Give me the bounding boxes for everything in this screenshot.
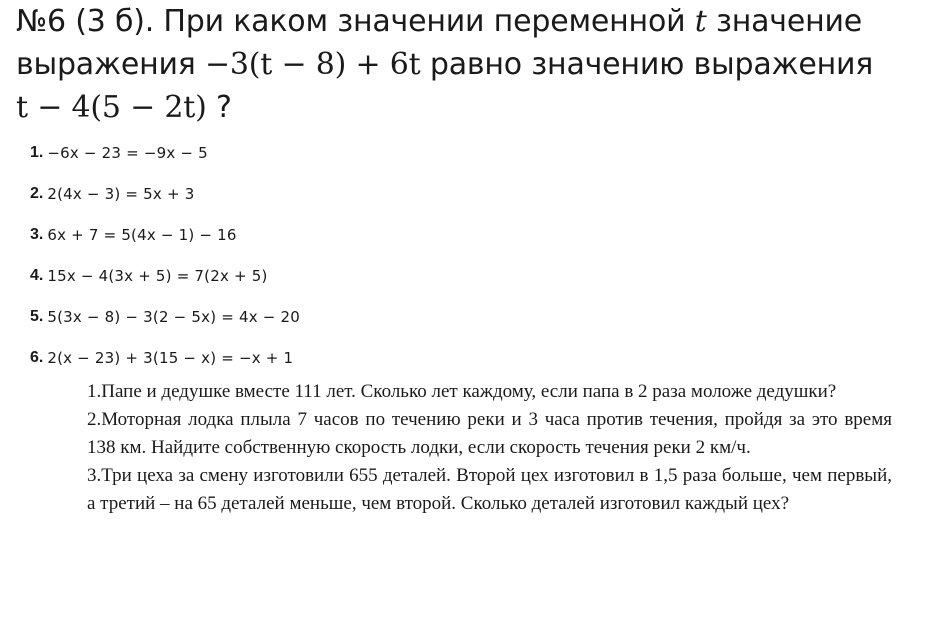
task-expression-2: t − 4(5 − 2t): [16, 90, 207, 125]
equation-expression: 2(4x − 3) = 5x + 3: [47, 185, 195, 203]
task-prefix: №6 (3 б). При каком значении переменной: [16, 4, 695, 39]
equation-expression: 15x − 4(3x + 5) = 7(2x + 5): [47, 267, 268, 285]
equation-item: [30, 222, 300, 263]
equation-number: 2.: [30, 185, 44, 202]
equation-number: 1.: [30, 144, 44, 161]
task-variable: t: [694, 4, 707, 39]
equation-number: 5.: [30, 308, 44, 325]
equation-expression: 2(x − 23) + 3(15 − x) = −x + 1: [47, 349, 294, 367]
word-problem-1: 1.Папе и дедушке вместе 111 лет. Сколько лет каждому, если папа в 2 раза моложе дедушки?: [87, 381, 837, 402]
equation-expression: 6x + 7 = 5(4x − 1) − 16: [47, 226, 237, 244]
equation-expression: −6x − 23 = −9x − 5: [47, 144, 208, 162]
equation-item: [30, 181, 300, 222]
equation-item: [30, 304, 300, 345]
word-problems: [87, 378, 892, 518]
task-suffix: ?: [206, 90, 232, 125]
equation-item: [30, 263, 300, 304]
equation-number: 6.: [30, 349, 44, 366]
equation-number: 3.: [30, 226, 44, 243]
task-line2: выражения: [16, 47, 205, 82]
equation-list: [30, 140, 300, 386]
word-problem-3: 3.Три цеха за смену изготовили 655 деталей. Второй цех изготовил в 1,5 раза больше, чем первый, а третий – на 65 деталей меньше, чем второй. Сколько деталей изготовил каждый цех?: [87, 465, 892, 514]
equation-expression: 5(3x − 8) − 3(2 − 5x) = 4x − 20: [47, 308, 300, 326]
task-expression-1: −3(t − 8) + 6t: [204, 47, 421, 82]
task-heading: [16, 0, 936, 129]
word-problem-2: 2.Моторная лодка плыла 7 часов по течению реки и 3 часа против течения, пройдя за это время 138 км. Найдите собственную скорость лодки, если скорость течения реки 2 км/ч.: [87, 409, 892, 458]
equation-item: [30, 140, 300, 181]
equation-number: 4.: [30, 267, 44, 284]
task-middle2: равно значению выражения: [420, 47, 874, 82]
task-middle1: значение: [706, 4, 863, 39]
